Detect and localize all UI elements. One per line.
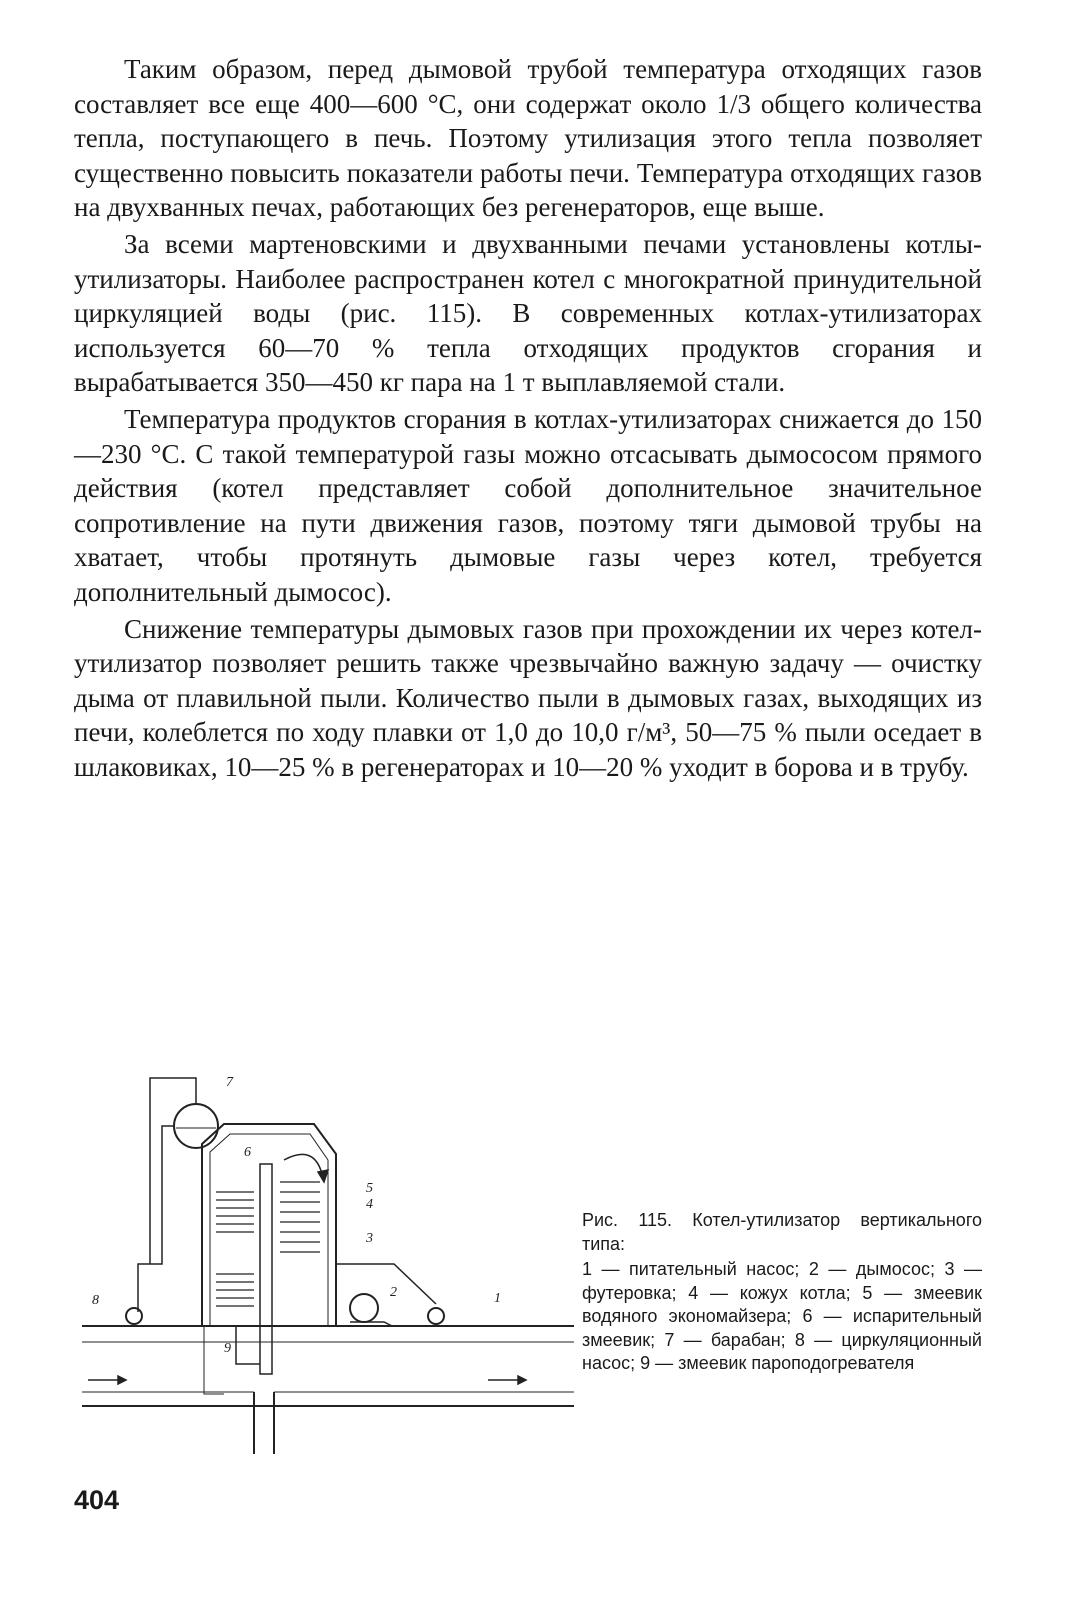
- boiler-diagram: [74, 1064, 574, 1454]
- label-5: 5: [366, 1181, 373, 1196]
- label-4: 4: [366, 1197, 373, 1212]
- paragraph-3: Температура продуктов сгорания в котлах-утилизаторах снижается до 150—230 °С. С такой температурой газы можно отсасывать дымососом прямого действия (котел представляет собой дополнительное значительное сопротивление на пути движения газов, поэтому тяги дымовой трубы на хватает, чтобы протянуть дымовые газы через котел, требуется дополнительный дымосос).: [74, 403, 982, 607]
- page-body: [74, 52, 982, 784]
- label-8: 8: [92, 1293, 99, 1308]
- paragraph-1: Таким образом, перед дымовой трубой температура отходящих газов составляет все еще 400—600 °С, они содержат около 1/3 общего количества тепла, поступающего в печь. Поэтому утилизация этого тепла позволяет существенно повысить показатели работы печи. Температура отходящих газов на двухванных печах, работающих без регенераторов, еще выше.: [74, 54, 982, 223]
- caption-legend: 1 — питательный насос; 2 — дымосос; 3 — футеровка; 4 — кожух котла; 5 — змеевик водяного экономайзера; 6 — испарительный змеевик; 7 — барабан; 8 — циркуляционный насос; 9 — змеевик пароподогревателя: [582, 1259, 982, 1373]
- paragraph-4: Снижение температуры дымовых газов при прохождении их через котел-утилизатор позволяет решить также чрезвычайно важную задачу — очистку дыма от плавильной пыли. Количество пыли в дымовых газах, выходящих из печи, колеблется по ходу плавки от 1,0 до 10,0 г/м³, 50—75 % пыли оседает в шлаковиках, 10—25 % в регенераторах и 10—20 % уходит в борова и в трубу.: [74, 613, 982, 782]
- page-number: 404: [74, 1485, 120, 1515]
- label-1: 1: [494, 1291, 501, 1306]
- label-7: 7: [226, 1075, 233, 1090]
- label-6: 6: [244, 1145, 251, 1160]
- label-2: 2: [390, 1285, 397, 1300]
- label-3: 3: [366, 1231, 373, 1246]
- figure-115: [74, 1064, 982, 1454]
- caption-title: Рис. 115. Котел-утилизатор вертикального типа:: [582, 1210, 982, 1254]
- paragraph-2: За всеми мартеновскими и двухванными печами установлены котлы-утилизаторы. Наиболее распространен котел с многократной принудительной циркуляцией воды (рис. 115). В современных котлах-утилизаторах используется 60—70 % тепла отходящих продуктов сгорания и вырабатывается 350—450 кг пара на 1 т выплавляемой стали.: [74, 228, 982, 398]
- label-9: 9: [224, 1341, 231, 1356]
- figure-caption: [582, 1209, 982, 1376]
